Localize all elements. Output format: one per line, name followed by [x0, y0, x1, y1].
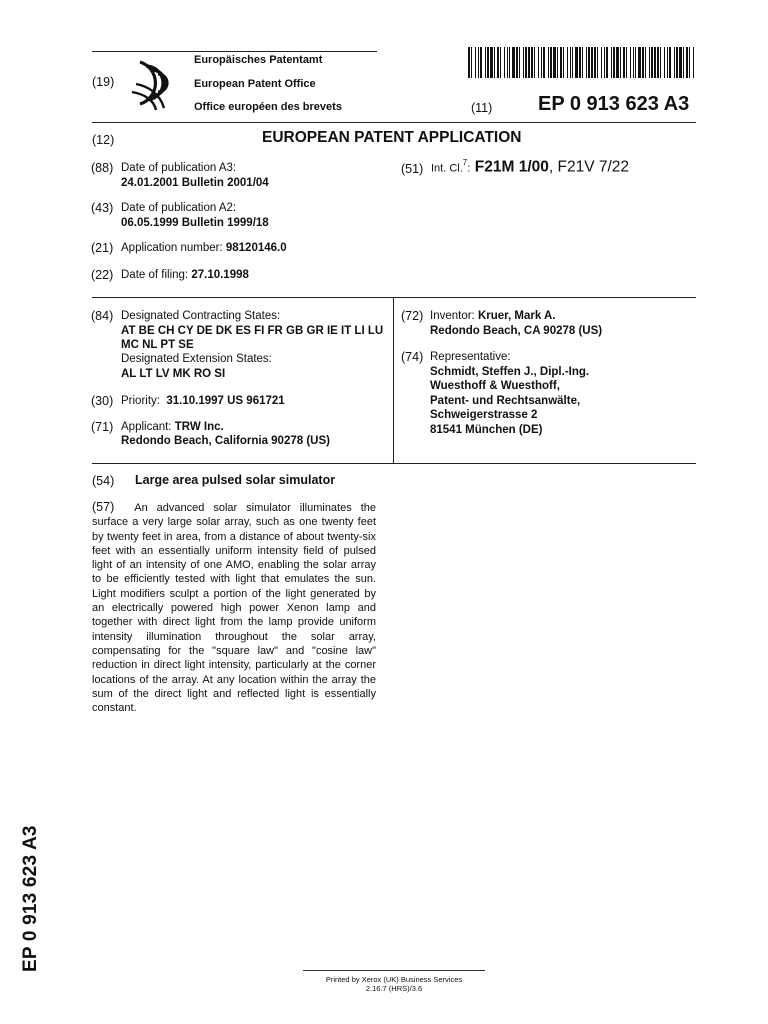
barcode-bar: [638, 47, 641, 78]
barcode-bar: [597, 47, 598, 78]
code-19: (19): [92, 75, 115, 89]
barcode-bar: [567, 47, 568, 78]
extension-states-label: Designated Extension States:: [121, 353, 272, 365]
abstract-text: An advanced solar simulator illuminates the surface a very large solar array, such as one twenty feet by twenty feet in area, from a distance of about twenty-six feet with an essentially uniform intensity field of pulsed light of an intensity of one AMO, enabling the solar array to be efficiently tested with light that emulates the sun. Light modifiers sculpt a portion of the light generated by an electrically powered high power Xenon lamp and together with direct light from the lamp provide uniform intensity illumination throughout the solar array, compensating for the "square law" and "cosine law" reduction in direct light intensity, particularly at the corner locations of the array. At any location within the array the sum of the direct light and reflected light is essentially constant.: [92, 502, 376, 715]
barcode-bar: [512, 47, 515, 78]
barcode-bar: [645, 47, 646, 78]
barcode-bar: [642, 47, 644, 78]
barcode-icon: [468, 47, 696, 78]
barcode-bar: [611, 47, 612, 78]
barcode-bar: [468, 47, 470, 78]
barcode-bar: [594, 47, 596, 78]
barcode-bar: [635, 47, 636, 78]
barcode-bar: [579, 47, 581, 78]
parties-divider: [393, 297, 394, 463]
barcode-bar: [586, 47, 587, 78]
barcode-bar: [689, 47, 690, 78]
int-cl-primary: F21M 1/00: [474, 158, 549, 176]
pub-a2-label: Date of publication A2:: [121, 202, 237, 214]
code-51: (51): [401, 162, 424, 176]
barcode-bar: [550, 47, 552, 78]
office-name-fr: Office européen des brevets: [194, 101, 342, 113]
int-cl-secondary: , F21V 7/22: [548, 158, 630, 176]
priority-label: Priority:: [121, 395, 160, 407]
barcode-bar: [679, 47, 682, 78]
application-number: [121, 241, 287, 256]
barcode-bar: [667, 47, 668, 78]
barcode-bar: [485, 47, 486, 78]
pub-a2-value: 06.05.1999 Bulletin 1999/18: [121, 217, 269, 229]
application-number-label: Application number:: [121, 242, 223, 254]
barcode-bar: [606, 47, 608, 78]
int-cl-label: Int. Cl.: [431, 162, 463, 175]
barcode-bar: [471, 47, 472, 78]
barcode-bar: [507, 47, 508, 78]
code-57: (57): [92, 500, 115, 514]
applicant-address: Redondo Beach, California 90278 (US): [121, 435, 330, 447]
barcode-bar: [575, 47, 578, 78]
int-classification: [431, 158, 629, 176]
barcode-bar: [683, 47, 684, 78]
office-name-en: European Patent Office: [194, 78, 316, 90]
representative-line: Schmidt, Steffen J., Dipl.-Ing.: [430, 366, 590, 378]
barcode-bar: [534, 47, 535, 78]
barcode-bar: [693, 47, 694, 78]
barcode-bar: [674, 47, 675, 78]
barcode-bar: [630, 47, 631, 78]
extension-states-value: AL LT LV MK RO SI: [121, 368, 226, 380]
barcode-bar: [494, 47, 495, 78]
barcode-bar: [664, 47, 665, 78]
spine-publication-number: EP 0 913 623 A3: [20, 825, 41, 972]
barcode-bar: [626, 47, 627, 78]
barcode-bar: [500, 47, 501, 78]
representative-line: 81541 München (DE): [430, 424, 543, 436]
applicant: [121, 420, 224, 435]
barcode-bar: [560, 47, 562, 78]
barcode-bar: [541, 47, 542, 78]
barcode-bar: [480, 47, 482, 78]
code-72: (72): [401, 309, 424, 323]
barcode-bar: [623, 47, 625, 78]
inventor: [430, 309, 556, 324]
publication-number: EP 0 913 623 A3: [538, 93, 690, 115]
representative-line: Schweigerstrasse 2: [430, 409, 538, 421]
footer-printer: Printed by Xerox (UK) Business Services: [325, 975, 463, 984]
barcode-bar: [686, 47, 688, 78]
barcode-bar: [588, 47, 590, 78]
barcode-bar: [531, 47, 533, 78]
filing-date: [121, 268, 249, 283]
code-74: (74): [401, 350, 424, 364]
barcode-bar: [519, 47, 520, 78]
header-top-rule: [92, 51, 377, 52]
barcode-bar: [613, 47, 615, 78]
barcode-bar: [553, 47, 556, 78]
parties-bottom-rule: [92, 463, 696, 464]
code-84: (84): [91, 309, 114, 323]
pub-a3-label: Date of publication A3:: [121, 162, 237, 174]
barcode-bar: [490, 47, 493, 78]
barcode-bar: [669, 47, 671, 78]
barcode-bar: [509, 47, 510, 78]
barcode-bar: [557, 47, 558, 78]
barcode-bar: [651, 47, 653, 78]
code-21: (21): [91, 241, 114, 255]
barcode-bar: [657, 47, 659, 78]
barcode-bar: [538, 47, 539, 78]
pub-a3-value: 24.01.2001 Bulletin 2001/04: [121, 177, 269, 189]
parties-top-rule: [92, 297, 696, 298]
barcode-bar: [528, 47, 530, 78]
code-88: (88): [91, 161, 114, 175]
barcode-bar: [582, 47, 583, 78]
filing-date-label: Date of filing:: [121, 269, 189, 281]
barcode-bar: [543, 47, 545, 78]
barcode-bar: [516, 47, 518, 78]
code-43: (43): [91, 201, 114, 215]
barcode-bar: [497, 47, 499, 78]
barcode-bar: [487, 47, 489, 78]
office-name-de: Europäisches Patentamt: [194, 54, 323, 66]
code-71: (71): [91, 420, 114, 434]
representative-line: Patent- und Rechtsanwälte,: [430, 395, 581, 407]
footer-rule: [303, 970, 485, 971]
barcode-bar: [525, 47, 527, 78]
inventor-label: Inventor:: [430, 310, 475, 322]
code-11: (11): [471, 101, 493, 115]
priority: [121, 394, 285, 409]
barcode-bar: [523, 47, 524, 78]
barcode-bar: [660, 47, 661, 78]
applicant-name: TRW Inc.: [174, 421, 224, 433]
barcode-bar: [649, 47, 650, 78]
code-22: (22): [91, 268, 114, 282]
barcode-bar: [676, 47, 678, 78]
int-cl-edition: 7: [462, 158, 468, 167]
barcode-bar: [591, 47, 593, 78]
barcode-bar: [620, 47, 621, 78]
applicant-label: Applicant:: [121, 421, 172, 433]
barcode-bar: [616, 47, 619, 78]
barcode-bar: [633, 47, 634, 78]
designated-states-line1: AT BE CH CY DE DK ES FI FR GB GR IE IT LI LU: [121, 325, 384, 337]
document-type-title: EUROPEAN PATENT APPLICATION: [262, 129, 522, 146]
barcode-bar: [601, 47, 602, 78]
barcode-bar: [570, 47, 571, 78]
invention-title: Large area pulsed solar simulator: [135, 473, 336, 487]
abstract: [92, 500, 376, 715]
inventor-address: Redondo Beach, CA 90278 (US): [430, 325, 603, 337]
epo-logo-icon: [130, 54, 190, 112]
inventor-name: Kruer, Mark A.: [477, 310, 556, 322]
priority-value: 31.10.1997 US 961721: [166, 395, 285, 407]
barcode-bar: [475, 47, 476, 78]
designated-states-label: Designated Contracting States:: [121, 310, 281, 322]
code-12: (12): [92, 133, 115, 147]
application-number-value: 98120146.0: [225, 242, 287, 254]
representative-line: Wuesthoff & Wuesthoff,: [430, 380, 560, 392]
barcode-bar: [604, 47, 605, 78]
barcode-bar: [563, 47, 564, 78]
filing-date-value: 27.10.1998: [191, 269, 249, 281]
barcode-bar: [548, 47, 549, 78]
barcode-bar: [478, 47, 479, 78]
barcode-bar: [504, 47, 505, 78]
code-54: (54): [92, 474, 115, 488]
barcode-bar: [572, 47, 573, 78]
footer-version: 2.16.7 (HRS)/3.6: [365, 984, 423, 993]
barcode-bar: [654, 47, 656, 78]
designated-states-line2: MC NL PT SE: [121, 339, 194, 351]
header-rule: [92, 122, 696, 123]
int-cl-colon: :: [467, 162, 471, 175]
code-30: (30): [91, 394, 114, 408]
representative-label: Representative:: [430, 351, 511, 363]
